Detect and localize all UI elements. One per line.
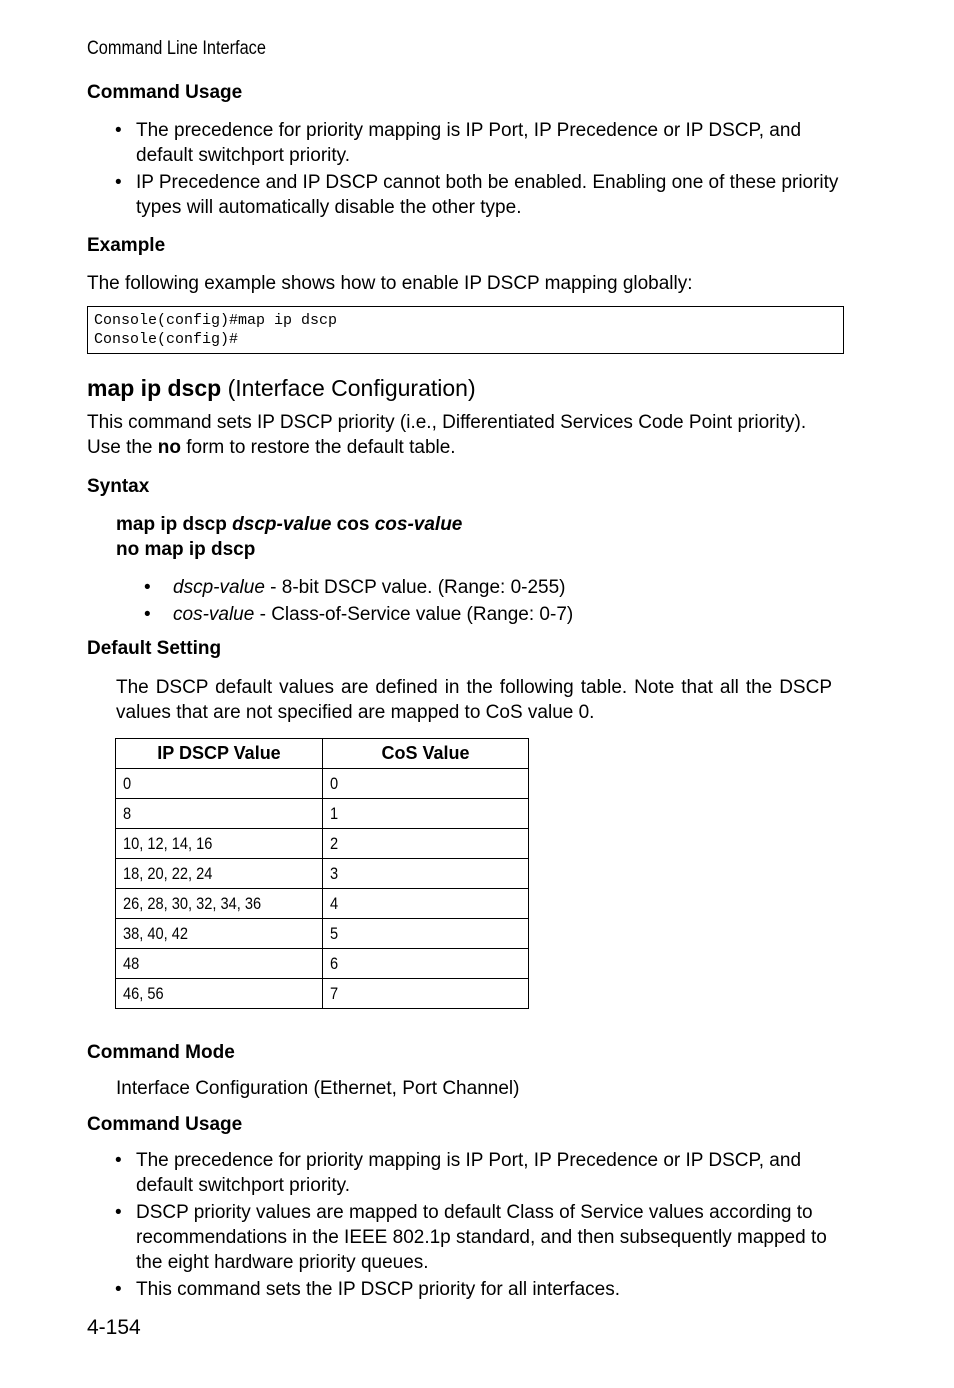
default-heading: Default Setting <box>87 638 222 659</box>
command-context: (Interface Configuration) <box>227 375 476 401</box>
list-item: • This command sets the IP DSCP priority for all interfaces. <box>115 1279 620 1300</box>
column-header: CoS Value <box>323 739 529 769</box>
table-row <box>116 769 529 799</box>
mode-text: Interface Configuration (Ethernet, Port Channel) <box>116 1078 520 1099</box>
default-text: The DSCP default values are defined in the following table. Note that all the DSCP values that are not specified are mapped to CoS value 0. <box>116 677 832 723</box>
command-name: map ip dscp <box>87 375 222 401</box>
table-cell: 0 <box>123 773 132 793</box>
table-cell: 0 <box>330 773 339 793</box>
parameter-list <box>116 575 836 629</box>
syntax-block <box>116 512 462 562</box>
table-cell: 38, 40, 42 <box>123 923 189 943</box>
table-cell: 6 <box>330 953 339 973</box>
table-cell: 8 <box>123 803 132 823</box>
list-item: • The precedence for priority mapping is IP Port, IP Precedence or IP DSCP, and default switchport priority. <box>115 120 802 166</box>
usage-list-1 <box>87 118 857 222</box>
mode-heading: Command Mode <box>87 1042 235 1063</box>
column-header: IP DSCP Value <box>116 739 323 769</box>
usage-heading-1: Command Usage <box>87 82 243 103</box>
table-row <box>116 799 529 829</box>
command-title <box>87 375 476 402</box>
dscp-default-table <box>115 738 529 1009</box>
list-item: • dscp-value - 8-bit DSCP value. (Range: 0-255) <box>144 577 566 598</box>
table-cell: 10, 12, 14, 16 <box>123 833 213 853</box>
example-intro: The following example shows how to enable IP DSCP mapping globally: <box>87 273 693 294</box>
table-cell: 5 <box>330 923 339 943</box>
table-row <box>116 889 529 919</box>
command-description: This command sets IP DSCP priority (i.e., Differentiated Services Code Point priority). Use the no form to restore the default table. <box>87 412 807 458</box>
table-cell: 2 <box>330 833 339 853</box>
table-header-row <box>116 739 529 769</box>
table-row <box>116 919 529 949</box>
syntax-heading: Syntax <box>87 476 150 497</box>
table-cell: 3 <box>330 863 339 883</box>
list-item: • The precedence for priority mapping is IP Port, IP Precedence or IP DSCP, and default switchport priority. <box>115 1150 802 1196</box>
table-cell: 4 <box>330 893 339 913</box>
syntax-line: map ip dscp dscp-value cos cos-value <box>116 514 463 535</box>
table-cell: 26, 28, 30, 32, 34, 36 <box>123 893 262 913</box>
table-cell: 46, 56 <box>123 983 164 1003</box>
usage-list-2 <box>87 1148 857 1304</box>
table-cell: 18, 20, 22, 24 <box>123 863 213 883</box>
code-example <box>87 306 844 354</box>
table-row <box>116 979 529 1009</box>
list-item: • DSCP priority values are mapped to default Class of Service values according to recommendations in the IEEE 802.1p standard, and then subsequently mapped to the eight hardware priority queues. <box>115 1202 827 1273</box>
table-cell: 48 <box>123 953 140 973</box>
table-cell: 7 <box>330 983 339 1003</box>
table-row <box>116 949 529 979</box>
list-item: • cos-value - Class-of-Service value (Range: 0-7) <box>144 604 574 625</box>
code-line: Console(config)# <box>94 331 239 348</box>
table-row <box>116 829 529 859</box>
example-heading: Example <box>87 235 166 256</box>
table-cell: 1 <box>330 803 339 823</box>
code-line: Console(config)#map ip dscp <box>94 312 338 329</box>
page-number: 4-154 <box>87 1316 141 1339</box>
usage-heading-2: Command Usage <box>87 1114 243 1135</box>
running-header: Command Line Interface <box>87 38 266 59</box>
list-item: • IP Precedence and IP DSCP cannot both be enabled. Enabling one of these priority types will automatically disable the other type. <box>115 172 839 218</box>
table-row <box>116 859 529 889</box>
syntax-line-no: no map ip dscp <box>116 539 256 560</box>
